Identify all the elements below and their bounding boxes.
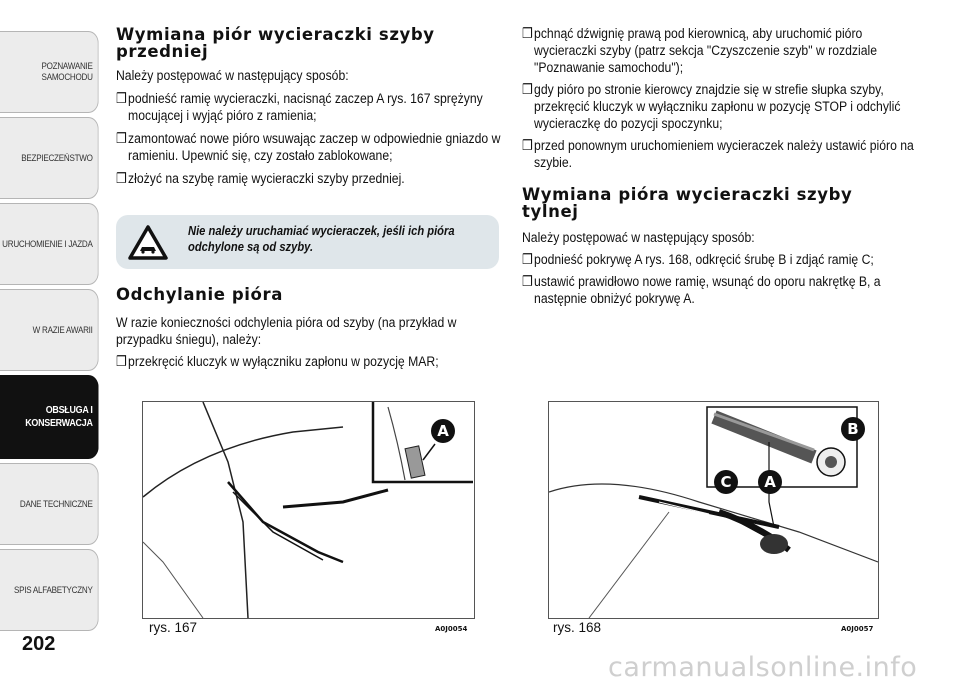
figure-167-caption: rys. 167 <box>149 620 198 635</box>
sidebar-tab-spis[interactable] <box>0 549 99 631</box>
watermark: carmanualsonline.info <box>608 652 918 683</box>
list-item: ❒ustawić prawidłowo nowe ramię, wsunąć do oporu nakrętkę B, a następnie obniżyć pokrywę A. <box>522 274 881 307</box>
bullet-icon: ❒ <box>522 138 533 154</box>
heading-front-wiper: Wymiana piór wycieraczki szyby przedniej <box>116 25 435 61</box>
tab-label: OBSŁUGA I KONSERWACJA <box>25 404 93 429</box>
list-item: ❒zamontować nowe pióro wsuwając zaczep w odpowiednie gniazdo w ramieniu. Upewnić się, czy zostało zablokowane; <box>116 131 501 164</box>
warning-car-icon <box>128 225 168 261</box>
list-item: ❒przekręcić kluczyk w wyłączniku zapłonu w pozycję MAR; <box>116 354 439 370</box>
figure-167-code: A0J0054 <box>435 625 468 633</box>
heading-rear-wiper: Wymiana pióra wycieraczki szyby tylnej <box>522 185 853 221</box>
intro-rear: Należy postępować w następujący sposób: <box>522 230 755 246</box>
tab-label: SPIS ALFABETYCZNY <box>13 584 93 596</box>
warning-text: Nie należy uruchamiać wycieraczek, jeśli ich pióra odchylone są od szyby. <box>188 223 455 254</box>
bullet-icon: ❒ <box>116 91 127 107</box>
right-column <box>522 26 914 308</box>
callout-a: A <box>758 470 782 494</box>
intro-tilt: W razie konieczności odchylenia pióra od szyby (na przykład w przypadku śniegu), należy: <box>116 315 457 348</box>
tab-label: W RAZIE AWARII <box>32 324 93 336</box>
figure-168-code: A0J0057 <box>841 625 874 633</box>
wiper-rear-illustration <box>549 402 878 618</box>
warning-box <box>116 215 499 269</box>
left-column <box>116 26 502 188</box>
page-number: 202 <box>22 633 56 655</box>
callout-c: C <box>714 470 738 494</box>
sidebar-tab-bezpieczenstwo[interactable] <box>0 117 99 199</box>
sidebar-tab-uruchomienie[interactable] <box>0 203 99 285</box>
sidebar-tab-awarie[interactable] <box>0 289 99 371</box>
list-item: ❒podnieść pokrywę A rys. 168, odkręcić śrubę B i zdjąć ramię C; <box>522 252 874 268</box>
tab-label: BEZPIECZEŃSTWO <box>21 152 93 164</box>
tab-label: POZNAWANIE SAMOCHODU <box>41 61 93 83</box>
tab-label: DANE TECHNICZNE <box>19 498 93 510</box>
bullet-icon: ❒ <box>116 354 127 370</box>
left-column-lower <box>116 286 502 371</box>
list-item: ❒pchnąć dźwignię prawą pod kierownicą, aby uruchomić pióro wycieraczki szyby (patrz sekcja "Czyszczenie szyb" w rozdziale "Poznawanie samochodu"); <box>522 26 877 76</box>
figure-168 <box>548 401 879 619</box>
bullet-icon: ❒ <box>522 26 533 42</box>
sidebar-tab-obsluga[interactable] <box>0 375 99 459</box>
figure-167 <box>142 401 475 619</box>
bullet-icon: ❒ <box>522 274 533 290</box>
callout-a: A <box>431 419 455 443</box>
figure-168-caption: rys. 168 <box>553 620 602 635</box>
list-item: ❒przed ponownym uruchomieniem wycieraczek należy ustawić pióro na szybie. <box>522 138 914 171</box>
bullet-icon: ❒ <box>116 131 127 147</box>
list-item: ❒złożyć na szybę ramię wycieraczki szyby przedniej. <box>116 171 405 187</box>
bullet-icon: ❒ <box>116 171 127 187</box>
tab-label: URUCHOMIENIE I JAZDA <box>2 238 93 250</box>
sidebar-tab-dane[interactable] <box>0 463 99 545</box>
list-item: ❒podnieść ramię wycieraczki, nacisnąć zaczep A rys. 167 sprężyny mocującej i wyjąć pióro z ramienia; <box>116 91 483 124</box>
heading-tilt-blade: Odchylanie pióra <box>116 285 283 304</box>
sidebar-tab-poznawanie[interactable] <box>0 31 99 113</box>
intro-front: Należy postępować w następujący sposób: <box>116 68 349 84</box>
list-item: ❒gdy pióro po stronie kierowcy znajdzie się w strefie słupka szyby, przekręcić kluczyk w wyłączniku zapłonu w pozycję STOP i odchylić wycieraczkę do pozycji spoczynku; <box>522 82 901 132</box>
bullet-icon: ❒ <box>522 82 533 98</box>
wiper-front-illustration <box>143 402 474 618</box>
bullet-icon: ❒ <box>522 252 533 268</box>
callout-b: B <box>841 417 865 441</box>
